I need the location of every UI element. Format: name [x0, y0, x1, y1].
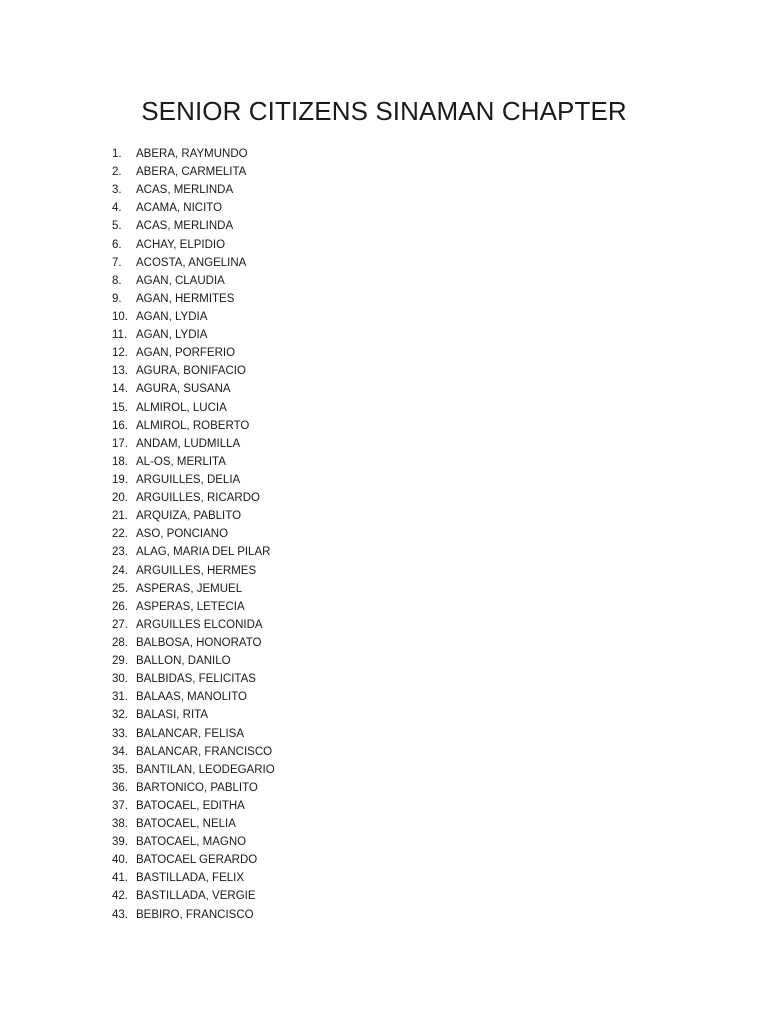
list-item-name: BEBIRO, FRANCISCO	[136, 908, 254, 921]
list-item-name: AGURA, SUSANA	[136, 383, 231, 396]
list-item	[112, 598, 275, 616]
list-item-number: 19.	[112, 473, 128, 486]
list-item-number: 1.	[112, 148, 122, 160]
list-item-number: 24.	[112, 564, 128, 577]
list-item	[112, 634, 275, 652]
list-item-name: BALASI, RITA	[136, 709, 209, 722]
list-item-number: 18.	[112, 455, 128, 468]
list-item-name: BALLON, DANILO	[136, 655, 231, 668]
list-item-number: 16.	[112, 419, 128, 432]
list-item-number: 25.	[112, 582, 128, 595]
list-item-number: 9.	[112, 292, 122, 305]
list-item-name: ASPERAS, JEMUEL	[136, 582, 243, 595]
list-item-number: 2.	[112, 166, 122, 179]
list-item-number: 22.	[112, 528, 128, 541]
list-item	[112, 145, 275, 163]
list-item-name: BANTILAN, LEODEGARIO	[136, 763, 275, 776]
list-item-name: BATOCAEL, EDITHA	[136, 799, 245, 812]
list-item	[112, 181, 275, 199]
list-item-name: BASTILLADA, VERGIE	[136, 890, 256, 903]
list-item-number: 10.	[112, 310, 128, 323]
list-item	[112, 833, 275, 851]
list-item-number: 6.	[112, 238, 122, 251]
list-item-number: 40.	[112, 854, 128, 867]
list-item	[112, 761, 275, 779]
list-item-name: BATOCAEL GERARDO	[136, 854, 258, 867]
list-item-name: AGAN, CLAUDIA	[136, 274, 225, 287]
list-item	[112, 199, 275, 217]
list-item-number: 29.	[112, 655, 128, 668]
list-item	[112, 489, 275, 507]
list-item	[112, 616, 275, 634]
list-item	[112, 688, 275, 706]
list-item-number: 39.	[112, 836, 128, 849]
list-item	[112, 797, 275, 815]
list-item-name: ARGUILLES ELCONIDA	[136, 618, 263, 631]
list-item	[112, 236, 275, 254]
list-item-name: BASTILLADA, FELIX	[136, 872, 245, 885]
list-item-name: AGAN, HERMITES	[136, 292, 235, 305]
list-item-name: BALBOSA, HONORATO	[136, 636, 262, 649]
list-item-name: AGURA, BONIFACIO	[136, 365, 246, 378]
list-item	[112, 399, 275, 417]
list-item	[112, 652, 275, 670]
list-item-number: 8.	[112, 274, 122, 287]
list-item-name: ARQUIZA, PABLITO	[136, 510, 242, 523]
list-item	[112, 725, 275, 743]
list-item-number: 38.	[112, 818, 128, 831]
list-item	[112, 217, 275, 235]
list-item-name: ARGUILLES, RICARDO	[136, 492, 260, 505]
list-item	[112, 779, 275, 797]
list-item-name: ASO, PONCIANO	[136, 528, 229, 541]
list-item-number: 12.	[112, 347, 128, 360]
list-item	[112, 308, 275, 326]
list-item	[112, 344, 275, 362]
list-item	[112, 272, 275, 290]
list-item	[112, 254, 275, 272]
list-item-name: ACHAY, ELPIDIO	[136, 238, 226, 251]
list-item-name: ALAG, MARIA DEL PILAR	[136, 546, 271, 559]
list-item-number: 28.	[112, 636, 128, 649]
page-title: SENIOR CITIZENS SINAMAN CHAPTER	[141, 96, 627, 126]
list-item-number: 32.	[112, 709, 128, 722]
list-item-number: 4.	[112, 202, 122, 215]
list-item-number: 26.	[112, 600, 128, 613]
list-item-name: BALBIDAS, FELICITAS	[136, 673, 256, 686]
list-item-name: BALANCAR, FRANCISCO	[136, 745, 273, 758]
list-item-name: ARGUILLES, HERMES	[136, 564, 257, 577]
list-item-number: 11.	[112, 329, 128, 342]
list-item-name: AGAN, PORFERIO	[136, 347, 236, 360]
list-item	[112, 163, 275, 181]
list-item	[112, 525, 275, 543]
list-item-number: 20.	[112, 492, 128, 505]
list-item-name: ASPERAS, LETECIA	[136, 600, 245, 613]
list-item-name: BATOCAEL, NELIA	[136, 818, 236, 831]
list-item	[112, 580, 275, 598]
list-item-name: ALMIROL, ROBERTO	[136, 419, 250, 432]
list-item-number: 3.	[112, 184, 122, 197]
list-item-number: 35.	[112, 763, 128, 776]
list-item-name: ANDAM, LUDMILLA	[136, 437, 241, 450]
list-item	[112, 743, 275, 761]
list-item-number: 7.	[112, 256, 122, 269]
list-item	[112, 362, 275, 380]
list-item	[112, 887, 275, 905]
list-item-number: 13.	[112, 365, 128, 378]
list-item	[112, 670, 275, 688]
list-item	[112, 471, 275, 489]
list-item-name: AGAN, LYDIA	[136, 310, 208, 323]
list-item-number: 30.	[112, 673, 128, 686]
list-item	[112, 851, 275, 869]
list-item-name: ALMIROL, LUCIA	[136, 401, 227, 414]
list-item-name: ACAMA, NICITO	[136, 202, 223, 215]
list-item	[112, 417, 275, 435]
list-item-number: 5.	[112, 220, 122, 233]
list-item-number: 42.	[112, 890, 128, 903]
list-item-number: 15.	[112, 401, 128, 414]
list-item-number: 34.	[112, 745, 128, 758]
list-item	[112, 326, 275, 344]
list-item	[112, 815, 275, 833]
list-item	[112, 869, 275, 887]
list-item-number: 31.	[112, 691, 128, 704]
list-item-number: 14.	[112, 383, 128, 396]
list-item-name: AL-OS, MERLITA	[136, 455, 226, 468]
list-item	[112, 507, 275, 525]
list-item-number: 41.	[112, 872, 128, 885]
list-item-number: 43.	[112, 908, 128, 921]
list-item	[112, 706, 275, 724]
list-item-name: ABERA, CARMELITA	[136, 166, 247, 179]
list-item	[112, 906, 275, 924]
list-item	[112, 562, 275, 580]
list-item-name: BATOCAEL, MAGNO	[136, 836, 247, 849]
list-item-name: BARTONICO, PABLITO	[136, 781, 258, 794]
list-item-number: 36.	[112, 781, 128, 794]
list-item-name: BALANCAR, FELISA	[136, 727, 245, 740]
list-item-number: 33.	[112, 727, 128, 740]
list-item	[112, 380, 275, 398]
list-item-name: BALAAS, MANOLITO	[136, 691, 247, 704]
list-item	[112, 435, 275, 453]
list-item-number: 37.	[112, 799, 128, 812]
list-item-number: 21.	[112, 510, 128, 523]
list-item-name: ACOSTA, ANGELINA	[136, 256, 247, 269]
member-list	[112, 145, 275, 924]
list-item-name: AGAN, LYDIA	[136, 329, 208, 342]
list-item-name: ACAS, MERLINDA	[136, 220, 234, 233]
list-item	[112, 543, 275, 561]
list-item-name: ACAS, MERLINDA	[136, 184, 234, 197]
list-item-name: ARGUILLES, DELIA	[136, 473, 241, 486]
list-item-number: 23.	[112, 546, 128, 559]
list-item-name: ABERA, RAYMUNDO	[136, 148, 248, 160]
list-item	[112, 453, 275, 471]
list-item-number: 17.	[112, 437, 128, 450]
list-item	[112, 290, 275, 308]
list-item-number: 27.	[112, 618, 128, 631]
